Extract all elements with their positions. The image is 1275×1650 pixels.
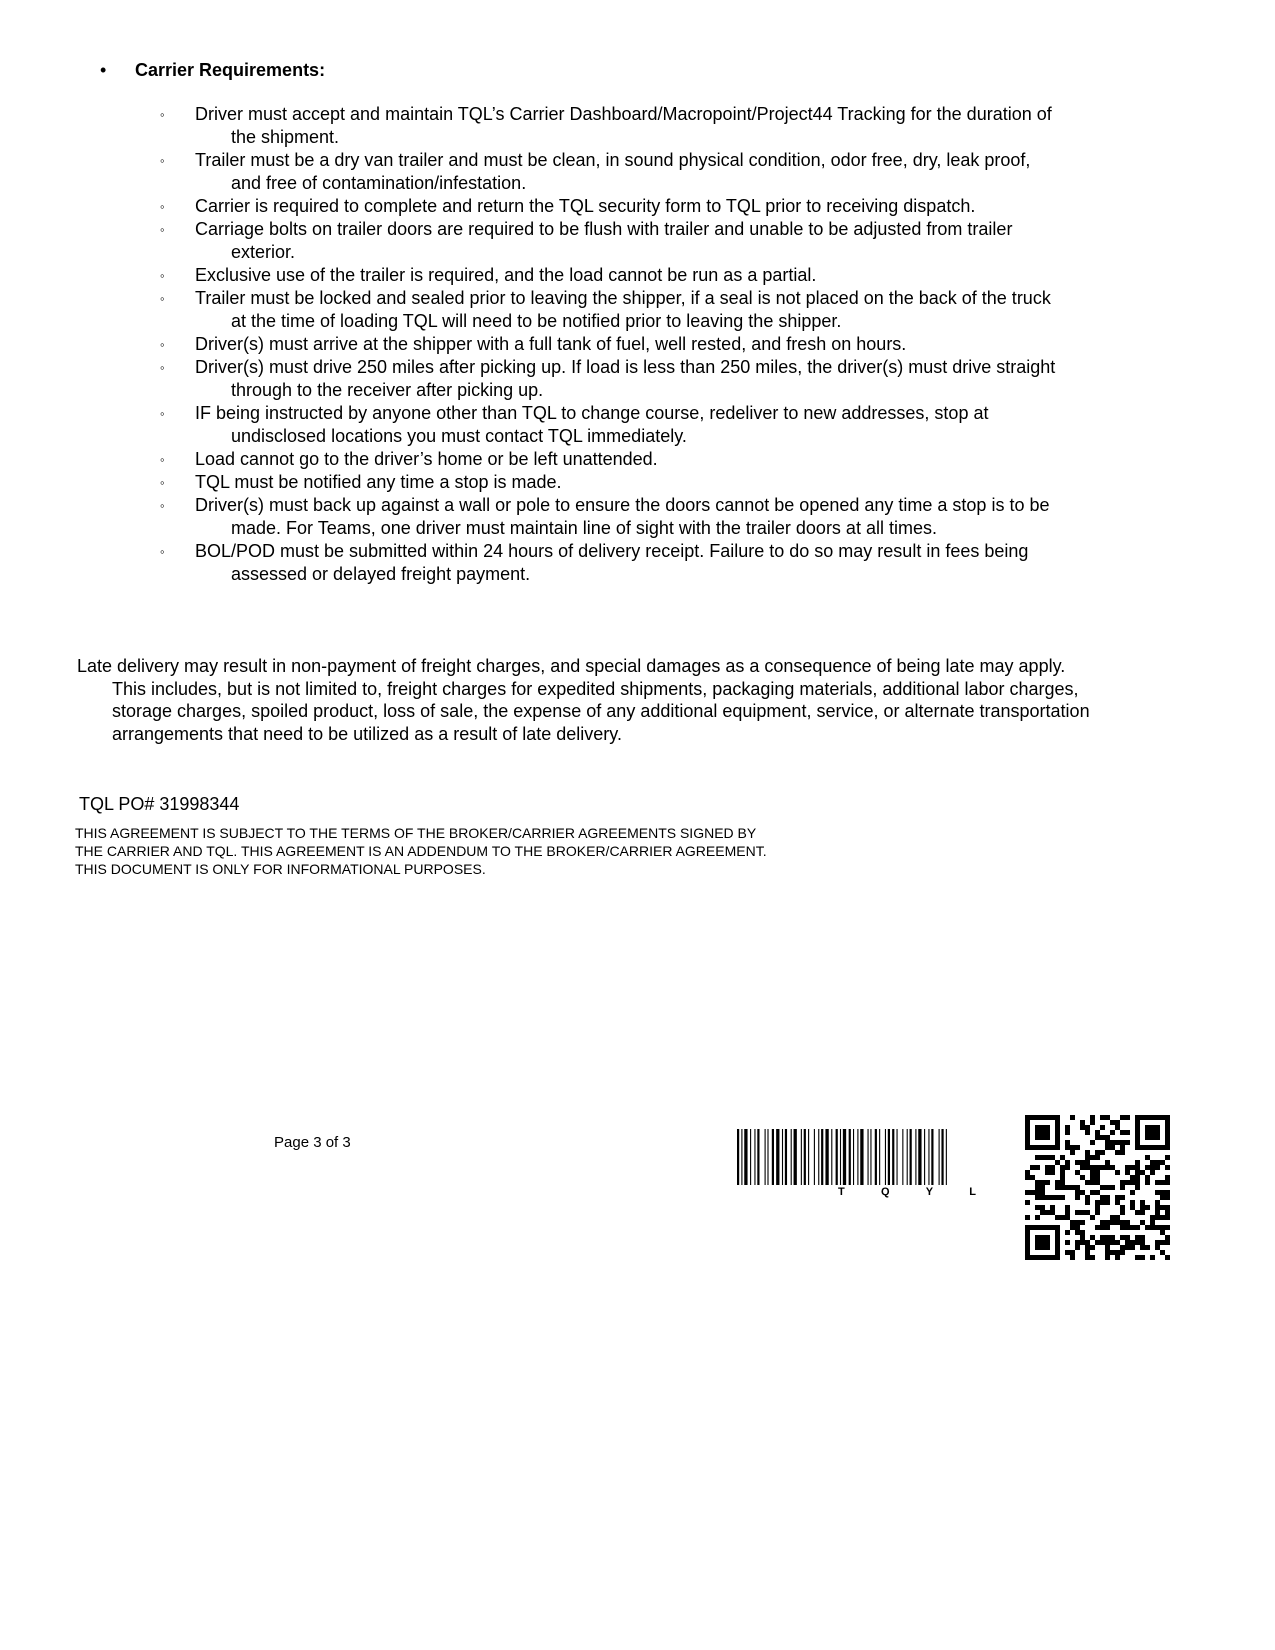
requirement-item: ◦ TQL must be notified any time a stop is made.	[160, 472, 562, 492]
requirement-item: ◦ Trailer must be a dry van trailer and must be clean, in sound physical condition, odor free, dry, leak proof, and free of contamination/infestation.	[160, 150, 1031, 193]
requirement-item: ◦ Trailer must be locked and sealed prior to leaving the shipper, if a seal is not placed on the back of the truck at the time of loading TQL will need to be notified prior to leaving the shipper.	[160, 288, 1051, 331]
circle-bullet-icon: ◦	[160, 291, 165, 306]
page-number: Page 3 of 3	[274, 1134, 351, 1151]
requirement-item: ◦ BOL/POD must be submitted within 24 hours of delivery receipt. Failure to do so may result in fees being assessed or delayed freight payment.	[160, 541, 1029, 584]
requirements-list	[160, 103, 1060, 586]
requirement-item: ◦ Driver(s) must arrive at the shipper with a full tank of fuel, well rested, and fresh on hours.	[160, 334, 907, 354]
barcode-icon	[737, 1129, 1010, 1185]
circle-bullet-icon: ◦	[160, 222, 165, 237]
requirement-item: ◦ Exclusive use of the trailer is required, and the load cannot be run as a partial.	[160, 265, 817, 285]
requirement-item: ◦ Carriage bolts on trailer doors are required to be flush with trailer and unable to be adjusted from trailer exterior.	[160, 219, 1013, 262]
requirement-item: ◦ Driver must accept and maintain TQL’s Carrier Dashboard/Macropoint/Project44 Tracking for the duration of the shipment.	[160, 104, 1052, 147]
requirement-item: ◦ Carrier is required to complete and return the TQL security form to TQL prior to receiving dispatch.	[160, 196, 976, 216]
circle-bullet-icon: ◦	[160, 107, 165, 122]
barcode-caption	[838, 1186, 978, 1198]
barcode-char: Y	[925, 1186, 936, 1198]
circle-bullet-icon: ◦	[160, 153, 165, 168]
heading-text: Carrier Requirements:	[135, 60, 326, 80]
circle-bullet-icon: ◦	[160, 360, 165, 375]
requirement-item: ◦ Load cannot go to the driver’s home or be left unattended.	[160, 449, 658, 469]
po-number: TQL PO# 31998344	[79, 794, 240, 814]
late-delivery-paragraph: Late delivery may result in non-payment of freight charges, and special damages as a consequence of being late may apply. This includes, but is not limited to, freight charges for expedited shipments, packaging materials, additional labor charges, storage charges, spoiled product, loss of sale, the expense of any additional equipment, service, or alternate transportation arrangements that need to be utilized as a result of late delivery.	[77, 656, 1090, 744]
barcode-char: T	[838, 1186, 847, 1198]
circle-bullet-icon: ◦	[160, 452, 165, 467]
qr-code-icon	[1025, 1115, 1170, 1260]
circle-bullet-icon: ◦	[160, 268, 165, 283]
requirement-item: ◦ IF being instructed by anyone other than TQL to change course, redeliver to new addresses, stop at undisclosed locations you must contact TQL immediately.	[160, 403, 989, 446]
circle-bullet-icon: ◦	[160, 544, 165, 559]
requirement-item: ◦ Driver(s) must back up against a wall or pole to ensure the doors cannot be opened any time a stop is to be made. For Teams, one driver must maintain line of sight with the trailer doors at all times.	[160, 495, 1050, 538]
circle-bullet-icon: ◦	[160, 406, 165, 421]
bullet-icon: •	[100, 60, 107, 80]
carrier-requirements-heading	[100, 60, 325, 81]
barcode-char: Q	[880, 1186, 892, 1198]
agreement-disclaimer: THIS AGREEMENT IS SUBJECT TO THE TERMS OF THE BROKER/CARRIER AGREEMENTS SIGNED BY THE CARRIER AND TQL. THIS AGREEMENT IS AN ADDENDUM TO THE BROKER/CARRIER AGREEMENT. THIS DOCUMENT IS ONLY FOR INFORMATIONAL PURPOSES.	[75, 825, 767, 877]
requirement-item: ◦ Driver(s) must drive 250 miles after picking up. If load is less than 250 miles, the driver(s) must drive straight through to the receiver after picking up.	[160, 357, 1056, 400]
circle-bullet-icon: ◦	[160, 498, 165, 513]
circle-bullet-icon: ◦	[160, 199, 165, 214]
circle-bullet-icon: ◦	[160, 337, 165, 352]
circle-bullet-icon: ◦	[160, 475, 165, 490]
barcode-char: L	[969, 1186, 978, 1198]
